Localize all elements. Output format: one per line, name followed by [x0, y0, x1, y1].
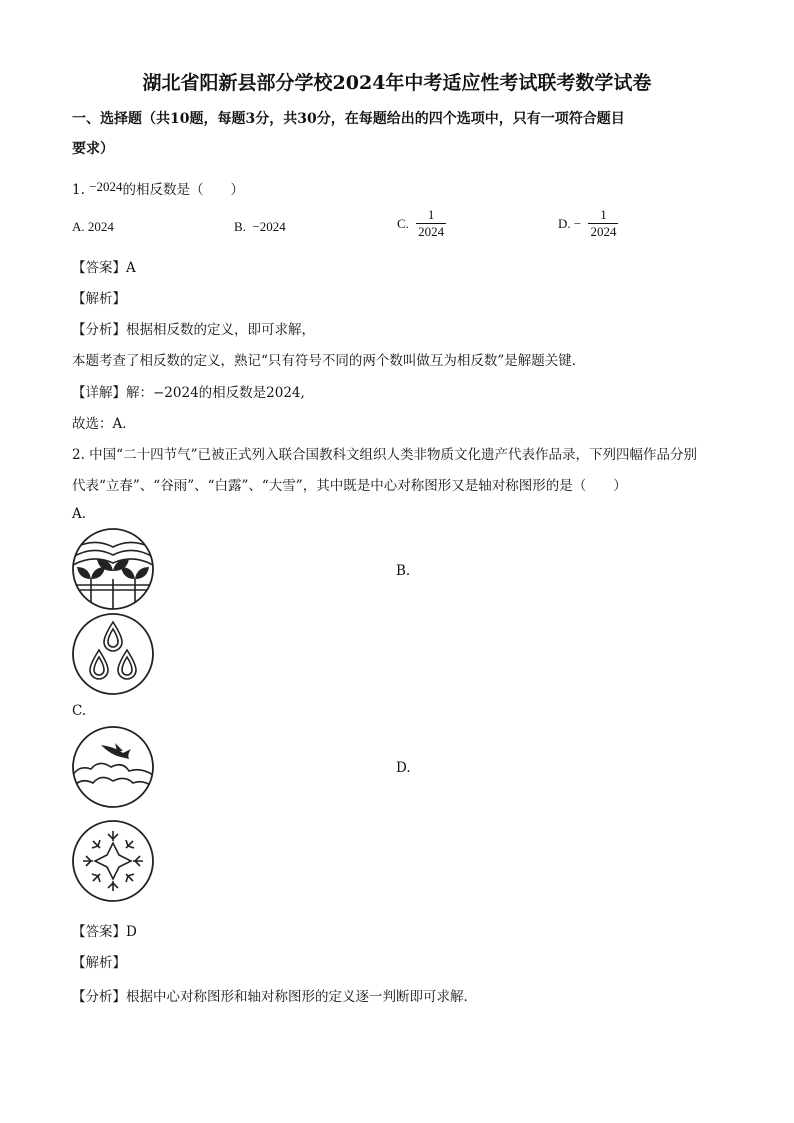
- question-number: 1.: [72, 182, 85, 198]
- fraction: $\frac{1}{2024}$: [590, 207, 617, 240]
- question-stem: 的相反数是（ ）: [122, 182, 245, 198]
- option-c: C. $\frac{1}{2024}$: [397, 207, 445, 240]
- analysis-tag: 【解析】: [72, 291, 126, 307]
- guyu-icon: [71, 612, 155, 696]
- option-b: B. −2024: [234, 219, 286, 234]
- label-b: B.: [396, 563, 411, 579]
- answer-line: 【答案】A: [72, 260, 136, 276]
- question-expression: −2024: [89, 179, 123, 194]
- choose-line: 故选：A．: [72, 416, 136, 432]
- question-2-line1: 2. 中国“二十四节气”已被正式列入联合国教科文组织人类非物质文化遗产代表作品录，下列四幅作品分别: [72, 447, 697, 463]
- daxue-icon: [71, 819, 155, 903]
- section-heading-cont: 要求）: [72, 141, 114, 157]
- option-a: A. 2024: [72, 219, 114, 234]
- analysis-line: 【分析】根据相反数的定义，即可求解，: [72, 322, 315, 338]
- section-heading: 一、选择题（共10题，每题3分，共30分，在每题给出的四个选项中，只有一项符合题目: [72, 111, 625, 127]
- lichun-icon: [71, 527, 155, 611]
- question-2-line2: 代表“立春”、“谷雨”、“白露”、“大雪”，其中既是中心对称图形又是轴对称图形的是（ ）: [72, 478, 627, 494]
- question-1: [72, 178, 244, 198]
- label-c: C.: [72, 703, 87, 719]
- detail-line: 【详解】解：−2024的相反数是2024,: [72, 385, 305, 401]
- label-d: D.: [396, 760, 411, 776]
- bailu-icon: [71, 725, 155, 809]
- page-title: 湖北省阳新县部分学校2024年中考适应性考试联考数学试卷: [142, 72, 652, 94]
- analysis-note: 本题考查了相反数的定义，熟记“只有符号不同的两个数叫做互为相反数”是解题关键．: [72, 353, 586, 369]
- q2-analysis-line: 【分析】根据中心对称图形和轴对称图形的定义逐一判断即可求解．: [72, 989, 477, 1005]
- q2-analysis-tag: 【解析】: [72, 955, 126, 971]
- label-a: A.: [72, 506, 87, 522]
- q2-answer-line: 【答案】D: [72, 924, 137, 940]
- fraction: $\frac{1}{2024}$: [418, 207, 445, 240]
- option-d: D. − $\frac{1}{2024}$: [558, 207, 617, 240]
